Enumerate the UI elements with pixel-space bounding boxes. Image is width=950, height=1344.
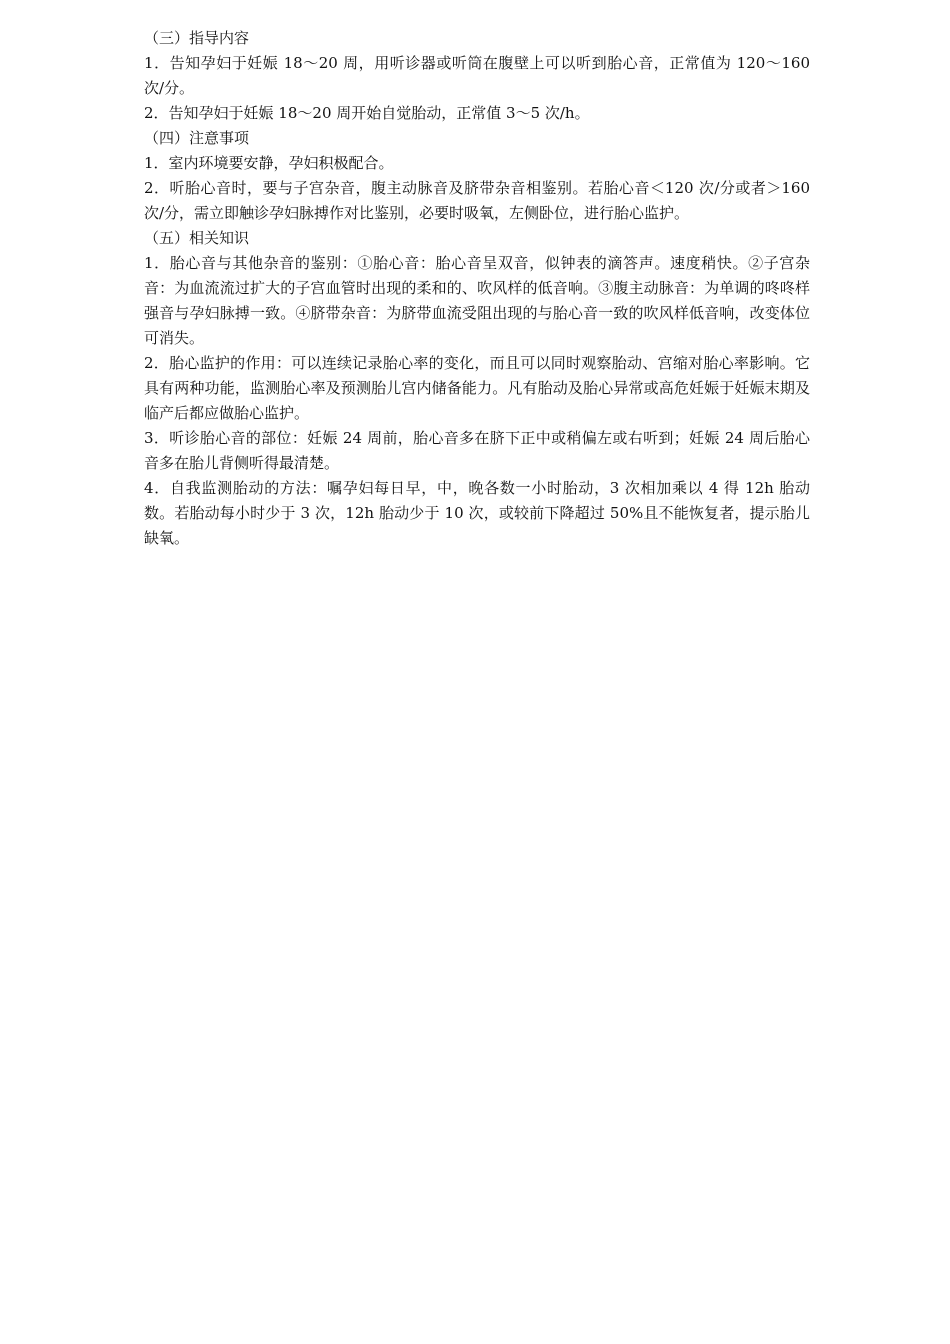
list-item: 1．室内环境要安静，孕妇积极配合。 (144, 154, 394, 172)
list-item: 1．告知孕妇于妊娠 18～20 周，用听诊器或听筒在腹壁上可以听到胎心音，正常值为 120～160 次/分。 (144, 54, 810, 97)
section-heading: （四）注意事项 (144, 129, 250, 147)
list-item: 2．胎心监护的作用：可以连续记录胎心率的变化，而且可以同时观察胎动、宫缩对胎心率影响。它具有两种功能，监测胎心率及预测胎儿宫内储备能力。凡有胎动及胎心异常或高危妊娠于妊娠末期及临产后都应做胎心监护。 (144, 354, 810, 422)
section-heading: （五）相关知识 (144, 229, 250, 247)
section-precautions (144, 126, 810, 226)
document-body (144, 26, 810, 551)
section-related-knowledge (144, 226, 810, 551)
section-guidance (144, 26, 810, 126)
section-heading: （三）指导内容 (144, 29, 250, 47)
list-item: 2．告知孕妇于妊娠 18～20 周开始自觉胎动，正常值 3～5 次/h。 (144, 104, 590, 122)
list-item: 3．听诊胎心音的部位：妊娠 24 周前，胎心音多在脐下正中或稍偏左或右听到；妊娠 24 周后胎心音多在胎儿背侧听得最清楚。 (144, 429, 810, 472)
list-item: 4．自我监测胎动的方法：嘱孕妇每日早，中，晚各数一小时胎动，3 次相加乘以 4 得 12h 胎动数。若胎动每小时少于 3 次，12h 胎动少于 10 次，或较前下降超过 50%且不能恢复者，提示胎儿缺氧。 (144, 479, 810, 547)
list-item: 2．听胎心音时，要与子宫杂音，腹主动脉音及脐带杂音相鉴别。若胎心音＜120 次/分或者＞160 次/分，需立即触诊孕妇脉搏作对比鉴别，必要时吸氧，左侧卧位，进行胎心监护。 (144, 179, 810, 222)
list-item: 1．胎心音与其他杂音的鉴别：①胎心音：胎心音呈双音，似钟表的滴答声。速度稍快。②子宫杂音：为血流流过扩大的子宫血管时出现的柔和的、吹风样的低音响。③腹主动脉音：为单调的咚咚样强音与孕妇脉搏一致。④脐带杂音：为脐带血流受阻出现的与胎心音一致的吹风样低音响，改变体位可消失。 (144, 254, 810, 347)
